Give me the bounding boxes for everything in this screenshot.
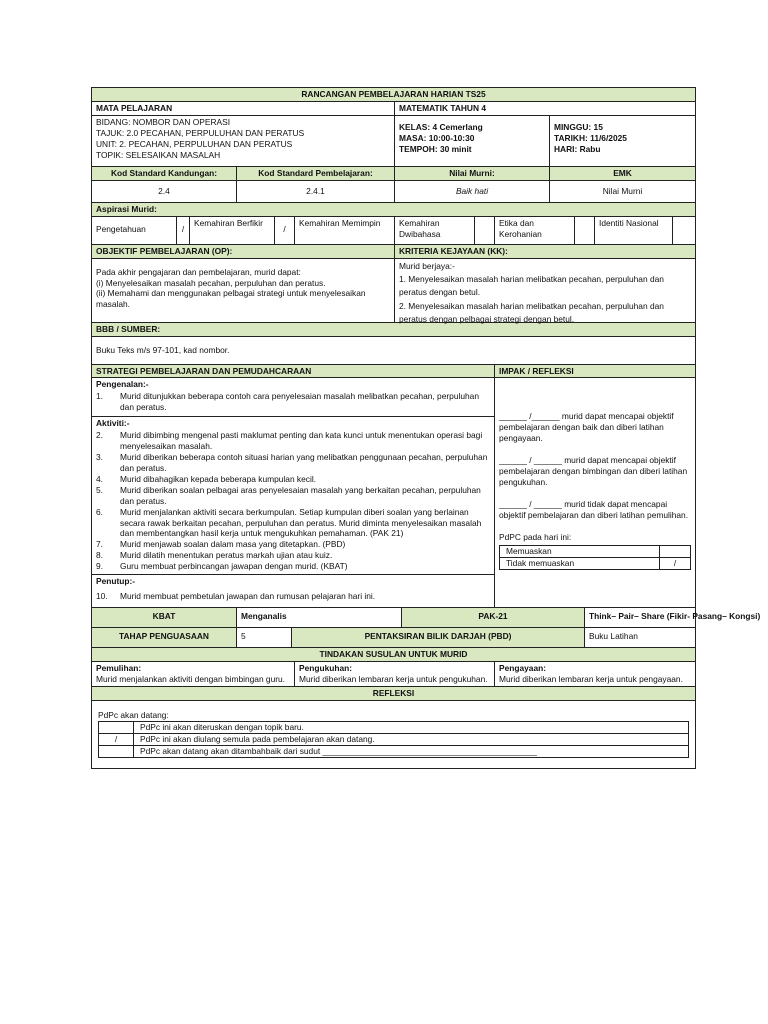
item-number: 3.: [96, 451, 103, 462]
aspirasi-item: Kemahiran Berfikir: [190, 217, 275, 244]
list-item: [96, 507, 490, 540]
item-text: Murid dibimbing mengenal pasti maklumat penting dan kata kunci untuk menentukan operasi bagi menyelesaikan masalah.: [120, 430, 483, 452]
list-item: [96, 452, 490, 474]
pbd-label: PENTAKSIRAN BILIK DARJAH (PBD): [292, 628, 585, 647]
minggu: MINGGU: 15: [554, 121, 603, 132]
aspirasi-item: Etika dan Kerohanian: [495, 217, 575, 244]
refleksi-options: [98, 721, 689, 758]
aspirasi-item: Kemahiran Dwibahasa: [395, 217, 475, 244]
pdpc-options: [499, 545, 691, 570]
nilai-header: Nilai Murni:: [395, 167, 550, 180]
date-info: [550, 116, 695, 166]
option-label: Memuaskan: [500, 545, 660, 557]
item-text: Murid dilatih menentukan peratus markah ujian atau kuiz.: [120, 550, 333, 561]
list-item: [96, 561, 490, 572]
bbb-header-row: [92, 323, 695, 337]
option-text: PdPc akan datang akan ditambahbaik dari sudut ______________________________________________: [134, 745, 689, 757]
impak-body: [495, 378, 695, 607]
option-text: PdPc ini akan diteruskan dengan topik baru.: [134, 721, 689, 733]
aktiviti-list: [92, 430, 494, 574]
pengukuhan-text: Murid diberikan lembaran kerja untuk pengukuhan.: [299, 673, 488, 684]
aspirasi-mark: [673, 217, 695, 244]
item-text: Murid menjalankan aktiviti secara berkumpulan. Setiap kumpulan diberi soalan yang berlainan secara rawak berkaitan pecahan, perpuluhan dan peratus. Murid diminta menyelesaikan masalah dan membentangkan hasil kerja untuk mengukuhkan pemahaman. (PAK 21): [120, 506, 482, 539]
class-info: [395, 116, 550, 166]
option-mark: [99, 721, 134, 733]
option-label: Tidak memuaskan: [500, 557, 660, 569]
item-number: 10.: [96, 591, 108, 602]
item-text: Murid diberikan beberapa contoh situasi harian yang melibatkan penggunaan pecahan, perpuluhan dan peratus.: [120, 451, 488, 473]
objektif-line: Pada akhir pengajaran dan pembelajaran, murid dapat:: [96, 266, 301, 277]
item-text: Murid ditunjukkan beberapa contoh cara penyelesaian masalah melibatkan pecahan, perpuluhan dan peratus.: [120, 391, 479, 413]
option-mark: [99, 745, 134, 757]
item-number: 4.: [96, 473, 103, 484]
refleksi-row: [92, 701, 695, 768]
item-number: 5.: [96, 484, 103, 495]
ksk-value: 2.4: [92, 181, 237, 202]
pemulihan-cell: [92, 662, 295, 686]
ksp-value: 2.4.1: [237, 181, 395, 202]
objektif-header-row: [92, 245, 695, 259]
ksk-header: Kod Standard Kandungan:: [92, 167, 237, 180]
impak-label: IMPAK / REFLEKSI: [499, 365, 574, 376]
standards-value-row: [92, 181, 695, 203]
aspirasi-mark: [475, 217, 495, 244]
item-number: 6.: [96, 506, 103, 517]
pengukuhan-cell: [295, 662, 495, 686]
item-text: Guru membuat perbincangan jawapan dengan murid. (KBAT): [120, 561, 348, 572]
strategi-body: [92, 378, 495, 607]
subject-value: MATEMATIK TAHUN 4: [399, 102, 486, 113]
aspirasi-mark: /: [275, 217, 295, 244]
tindakan-row: [92, 662, 695, 687]
bbb-value: Buku Teks m/s 97-101, kad nombor.: [96, 344, 230, 355]
pbd-value: Buku Latihan: [589, 630, 638, 641]
pengukuhan-header: Pengukuhan:: [299, 662, 353, 673]
pak21-label: PAK-21: [402, 608, 585, 627]
objektif-line: (i) Menyelesaikan masalah pecahan, perpuluhan dan peratus.: [96, 277, 326, 288]
strategi-row: [92, 378, 695, 608]
item-number: 8.: [96, 550, 103, 561]
kelas: KELAS: 4 Cemerlang: [399, 121, 483, 132]
kriteria-line: 1. Menyelesaikan masalah harian melibatkan pecahan, perpuluhan dan peratus dengan betul.: [399, 274, 664, 298]
subject-label: MATA PELAJARAN: [92, 102, 395, 115]
aspirasi-item: Kemahiran Memimpin: [295, 217, 395, 244]
title-row: [92, 88, 695, 102]
strategi-label: STRATEGI PEMBELAJARAN DAN PEMUDAHCARAAN: [92, 365, 495, 378]
kriteria-line: 2. Menyelesaikan masalah harian melibatkan pecahan, perpuluhan dan peratus dengan pelbagai strategi dengan betul.: [399, 300, 664, 325]
item-number: 7.: [96, 539, 103, 550]
pemulihan-text: Murid menjalankan aktiviti dengan bimbingan guru.: [96, 673, 286, 684]
penutup-label: Penutup:-: [92, 574, 494, 588]
emk-header: EMK: [613, 167, 632, 178]
objektif-line: (ii) Memahami dan menggunakan pelbagai strategi untuk menyelesaikan masalah.: [96, 288, 366, 310]
aspirasi-row: [92, 217, 695, 245]
kbat-row: [92, 608, 761, 628]
item-text: Murid membuat pembetulan jawapan dan rumusan pelajaran hari ini.: [120, 591, 376, 602]
subject-row: [92, 102, 695, 116]
standards-header-row: [92, 167, 695, 181]
tahap-value: 5: [237, 628, 292, 647]
topic-info: [92, 116, 395, 166]
list-item: [96, 485, 490, 507]
option-mark: [660, 545, 691, 557]
aspirasi-header-row: [92, 203, 695, 217]
tindakan-label: TINDAKAN SUSULAN UNTUK MURID: [319, 648, 468, 659]
refleksi-intro: PdPc akan datang:: [98, 709, 169, 720]
aspirasi-mark: [575, 217, 595, 244]
pengenalan-label: Pengenalan:-: [96, 379, 149, 390]
kbat-value: Menganalis: [237, 608, 402, 627]
objektif-row: [92, 259, 695, 323]
pengayaan-text: Murid diberikan lembaran kerja untuk pengayaan.: [499, 673, 683, 684]
pengayaan-header: Pengayaan:: [499, 662, 547, 673]
refleksi-header-row: [92, 687, 695, 701]
aspirasi-label: Aspirasi Murid:: [96, 203, 157, 214]
table-row: [500, 557, 691, 569]
aspirasi-item: Pengetahuan: [92, 217, 177, 244]
objektif-label: OBJEKTIF PEMBELAJARAN (OP):: [92, 245, 395, 258]
tarikh: TARIKH: 11/6/2025: [554, 132, 627, 143]
option-mark: /: [660, 557, 691, 569]
kriteria-line: Murid berjaya:-: [399, 260, 455, 271]
impak-line: ______ / ______ murid dapat mencapai objektif pembelajaran dengan bimbingan dan diberi latihan pengukuhan.: [499, 455, 688, 488]
list-item: [96, 430, 490, 452]
bbb-label: BBB / SUMBER:: [96, 323, 161, 334]
topik: TOPIK: SELESAIKAN MASALAH: [96, 149, 221, 160]
pdpc-label: PdPC pada hari ini:: [499, 531, 572, 542]
emk-value: Nilai Murni: [602, 185, 643, 196]
option-text: PdPc ini akan diulang semula pada pembelajaran akan datang.: [134, 733, 689, 745]
tindakan-header-row: [92, 648, 695, 662]
hari: HARI: Rabu: [554, 143, 601, 154]
ksp-header: Kod Standard Pembelajaran:: [237, 167, 395, 180]
kriteria-text: [395, 259, 695, 325]
aktiviti-label: Aktiviti:-: [92, 416, 494, 430]
item-number: 2.: [96, 430, 103, 441]
option-mark: /: [99, 733, 134, 745]
item-text: Murid menjawab soalan dalam masa yang ditetapkan. (PBD): [120, 539, 346, 550]
lesson-plan-sheet: [91, 87, 761, 769]
page-title: RANCANGAN PEMBELAJARAN HARIAN TS25: [301, 89, 486, 99]
table-row: [99, 745, 689, 757]
nilai-value: Baik hati: [395, 181, 550, 202]
bidang: BIDANG: NOMBOR DAN OPERASI: [96, 116, 231, 127]
strategi-header-row: [92, 365, 695, 379]
item-number: 1.: [96, 391, 103, 402]
refleksi-body: [92, 701, 695, 768]
item-text: Murid diberikan soalan pelbagai aras penyelesaian masalah yang berkaitan pecahan, perpuluhan dan peratus.: [120, 484, 481, 506]
pak21-value: Think– Pair– Share (Fikir- Pasang– Kongsi): [589, 610, 761, 621]
tahap-label: TAHAP PENGUASAAN: [92, 628, 237, 647]
unit: UNIT: 2. PECAHAN, PERPULUHAN DAN PERATUS: [96, 138, 293, 149]
masa: MASA: 10:00-10:30: [399, 132, 475, 143]
tajuk: TAJUK: 2.0 PECAHAN, PERPULUHAN DAN PERATUS: [96, 127, 305, 138]
pengenalan-list: [92, 391, 494, 416]
kbat-label: KBAT: [92, 608, 237, 627]
list-item: [96, 550, 490, 561]
tempoh: TEMPOH: 30 minit: [399, 143, 472, 154]
objektif-text: [92, 259, 395, 322]
table-row: [99, 721, 689, 733]
item-text: Murid dibahagikan kepada beberapa kumpulan kecil.: [120, 473, 317, 484]
pemulihan-header: Pemulihan:: [96, 662, 142, 673]
list-item: [96, 474, 490, 485]
penutup-list: [92, 588, 494, 607]
aspirasi-item: Identiti Nasional: [595, 217, 673, 244]
list-item: [96, 391, 490, 413]
impak-line: ______ /______ murid dapat mencapai objektif pembelajaran dengan baik dan diberi latihan pengayaan.: [499, 411, 674, 444]
refleksi-label: REFLEKSI: [372, 687, 415, 698]
tahap-row: [92, 628, 695, 648]
aspirasi-mark: /: [177, 217, 190, 244]
info-row: [92, 116, 695, 167]
impak-line: ______ / ______ murid tidak dapat mencapai objektif pembelajaran dan diberi latihan pemulihan.: [499, 498, 689, 520]
bbb-row: [92, 337, 695, 365]
list-item: [96, 539, 490, 550]
table-row: [99, 733, 689, 745]
list-item: [96, 591, 490, 602]
table-row: [500, 545, 691, 557]
item-number: 9.: [96, 561, 103, 572]
pengayaan-cell: [495, 662, 695, 686]
kriteria-label: KRITERIA KEJAYAAN (KK):: [399, 245, 508, 256]
